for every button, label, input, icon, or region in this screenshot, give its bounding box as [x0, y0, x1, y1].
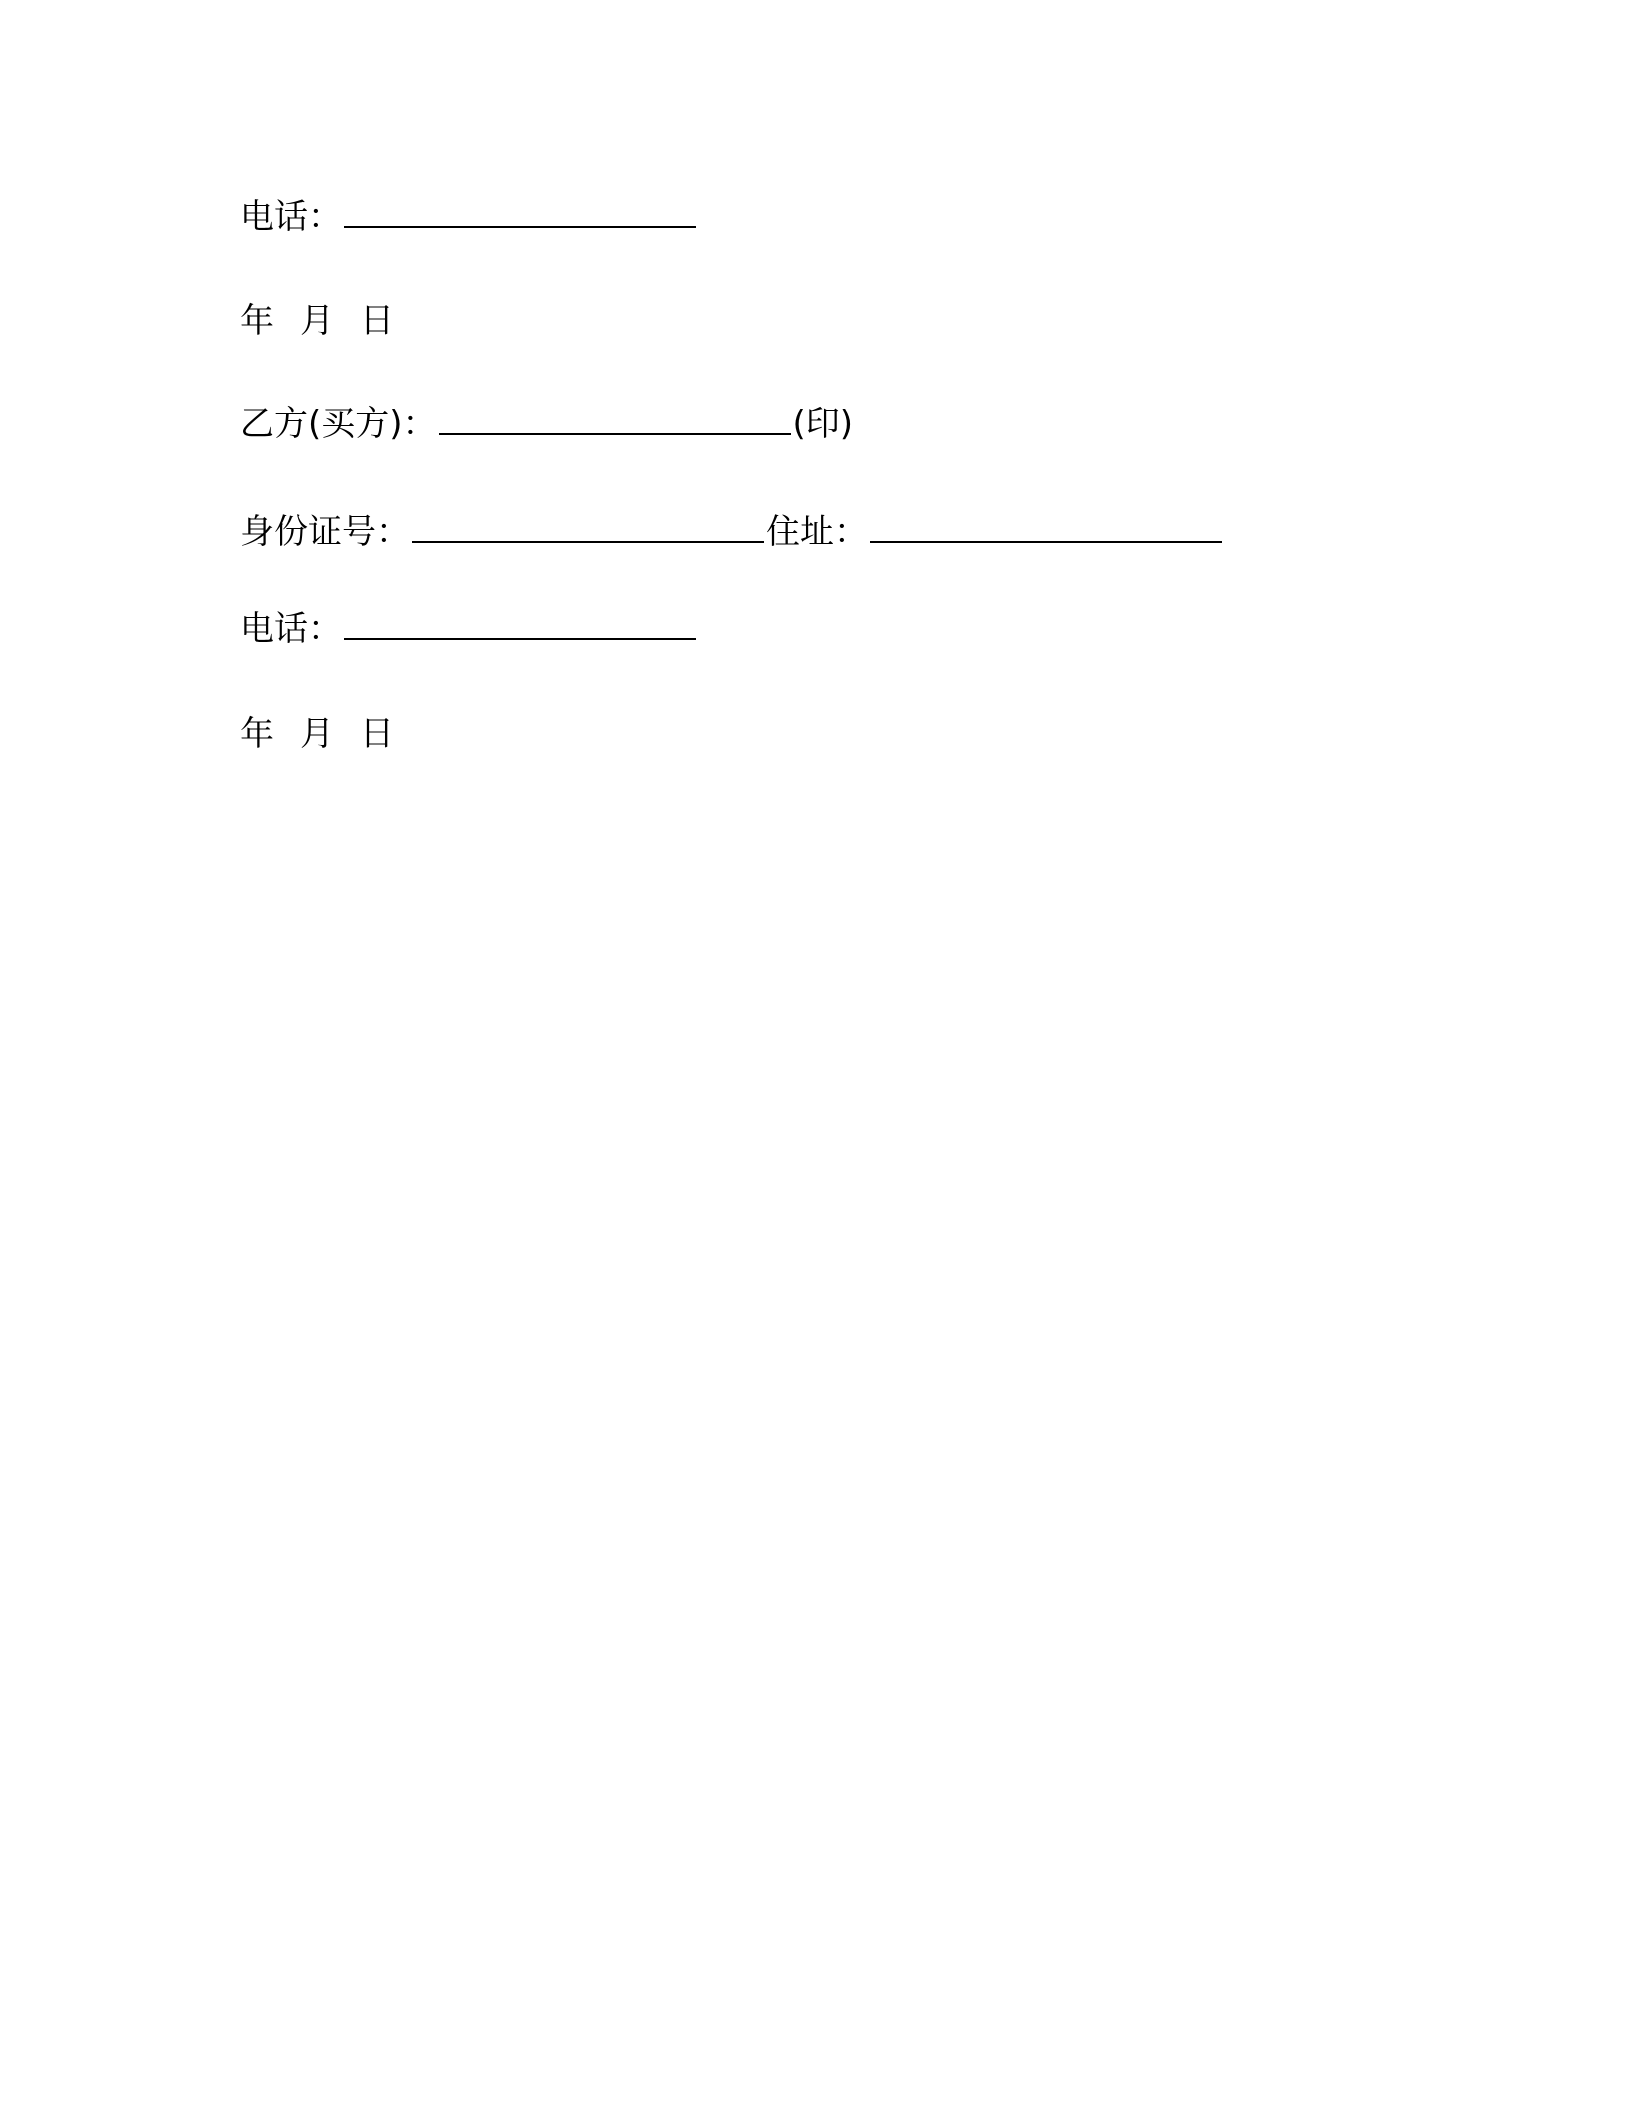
phone-line-1 [240, 193, 698, 241]
phone-blank[interactable] [344, 606, 696, 640]
party-b-label: 乙方(买方)： [240, 404, 437, 444]
day-label: 日 [360, 714, 394, 754]
year-label: 年 [240, 301, 274, 341]
month-label: 月 [300, 714, 334, 754]
id-number-label: 身份证号： [240, 512, 410, 552]
date-line-2 [240, 710, 394, 758]
party-b-line [240, 400, 853, 448]
seal-label: (印) [792, 404, 854, 444]
date-line-1 [240, 297, 394, 345]
id-address-line [240, 508, 1224, 556]
month-label: 月 [300, 301, 334, 341]
phone-label: 电话： [240, 197, 342, 237]
party-b-blank[interactable] [439, 401, 791, 435]
address-label: 住址： [766, 512, 868, 552]
address-blank[interactable] [870, 509, 1222, 543]
id-number-blank[interactable] [412, 509, 764, 543]
phone-line-2 [240, 605, 698, 653]
phone-blank[interactable] [344, 194, 696, 228]
phone-label: 电话： [240, 609, 342, 649]
year-label: 年 [240, 714, 274, 754]
day-label: 日 [360, 301, 394, 341]
